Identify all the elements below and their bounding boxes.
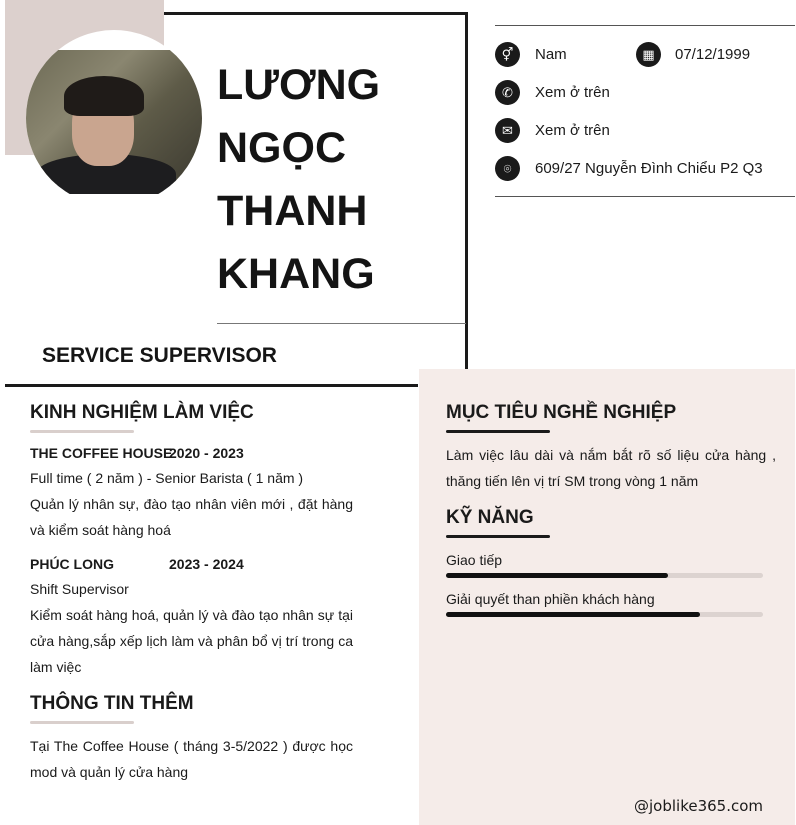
skill-bar-track	[446, 612, 763, 617]
watermark: @joblike365.com	[634, 797, 764, 815]
gender-icon: ⚥	[495, 42, 520, 67]
skills-title-underline	[446, 535, 550, 538]
objective-title: MỤC TIÊU NGHỀ NGHIỆP	[446, 402, 677, 423]
phone-icon: ✆	[495, 80, 520, 105]
address-value: 609/27 Nguyễn Đình Chiểu P2 Q3	[535, 160, 763, 177]
job-position: Shift Supervisor	[30, 581, 129, 597]
extra-info-title-underline	[30, 721, 134, 724]
contact-divider-top	[495, 25, 795, 26]
location-pin-icon: ⌾	[495, 156, 520, 181]
name-divider	[217, 323, 466, 324]
frame-line-top	[164, 12, 468, 15]
skill-bar-track	[446, 573, 763, 578]
name-line: LƯƠNG	[217, 61, 381, 109]
job-description: Quản lý nhân sự, đào tạo nhân viên mới , đặt hàng và kiểm soát hàng hoá	[30, 496, 353, 538]
skills-title: KỸ NĂNG	[446, 507, 534, 528]
frame-line-right	[465, 12, 468, 386]
experience-title-underline	[30, 430, 134, 433]
name-line: NGỌC	[217, 124, 346, 172]
experience-title: KINH NGHIỆM LÀM VIỆC	[30, 402, 254, 423]
extra-info-text: Tại The Coffee House ( tháng 3-5/2022 ) được học mod và quản lý cửa hàng	[30, 738, 353, 780]
frame-line-bottom	[5, 384, 418, 387]
skill-bar-fill	[446, 612, 700, 617]
name-line: KHANG	[217, 250, 375, 298]
contact-divider-bottom	[495, 196, 795, 197]
objective-text: Làm việc lâu dài và nắm bắt rõ số liệu cửa hàng , thăng tiến lên vị trí SM trong vòng 1 năm	[446, 447, 776, 489]
job-period: 2020 - 2023	[169, 445, 244, 461]
email-value: Xem ở trên	[535, 122, 610, 139]
job-role: SERVICE SUPERVISOR	[42, 344, 277, 367]
job-company: THE COFFEE HOUSE	[30, 445, 173, 461]
objective-title-underline	[446, 430, 550, 433]
skill-label: Giao tiếp	[446, 552, 503, 568]
phone-value: Xem ở trên	[535, 84, 610, 101]
extra-info-title: THÔNG TIN THÊM	[30, 693, 194, 714]
skill-label: Giải quyết than phiền khách hàng	[446, 591, 655, 607]
gender-value: Nam	[535, 46, 567, 63]
avatar	[26, 30, 202, 206]
job-description: Kiểm soát hàng hoá, quản lý và đào tạo nhân sự tại cửa hàng,sắp xếp lịch làm và phân bổ vị trí trong ca làm việc	[30, 607, 353, 675]
job-company: PHÚC LONG	[30, 556, 114, 572]
calendar-icon: ▦	[636, 42, 661, 67]
profile-photo	[26, 50, 202, 184]
candidate-name	[217, 54, 462, 306]
skill-bar-fill	[446, 573, 668, 578]
mail-icon: ✉	[495, 118, 520, 143]
job-position: Full time ( 2 năm ) - Senior Barista ( 1 năm )	[30, 470, 304, 486]
name-line: THANH	[217, 187, 368, 235]
job-period: 2023 - 2024	[169, 556, 244, 572]
birthdate-value: 07/12/1999	[675, 46, 751, 63]
